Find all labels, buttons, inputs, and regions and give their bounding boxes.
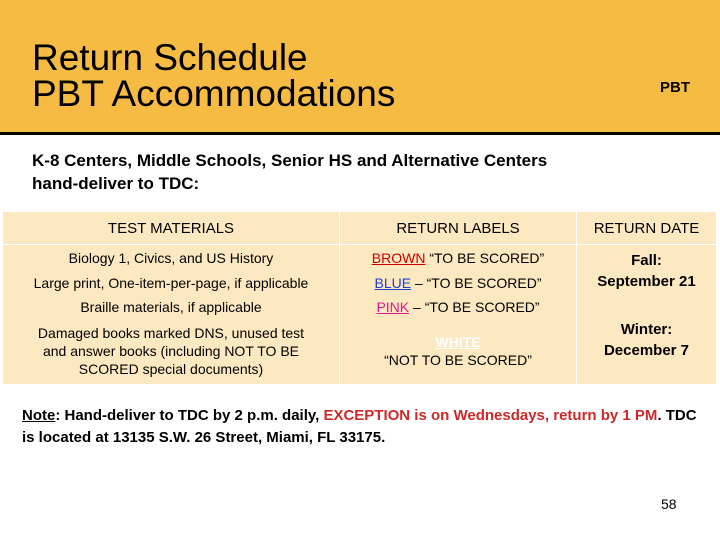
label-color: BLUE xyxy=(374,275,412,292)
fall-date: September 21 xyxy=(597,272,696,290)
title-line-1: Return Schedule xyxy=(32,37,308,78)
header-test-materials: TEST MATERIALS xyxy=(3,212,340,245)
fall-label: Fall: xyxy=(631,251,662,269)
winter-date: December 7 xyxy=(603,342,690,360)
material-cell: Large print, One-item-per-page, if applicable xyxy=(3,271,340,297)
label-cell xyxy=(340,271,577,297)
table-header-row xyxy=(3,212,716,245)
note-address: . TDC is located at 13135 S.W. 26 Street, Miami, FL 33175. xyxy=(22,407,697,446)
table-row xyxy=(3,296,716,318)
label-color: BROWN xyxy=(371,249,426,266)
material-line: and answer books (including NOT TO BE xyxy=(42,343,300,360)
label-cell xyxy=(340,245,577,271)
label-color: WHITE xyxy=(435,334,481,351)
label-color: PINK xyxy=(376,299,410,316)
header-band xyxy=(0,0,720,135)
label-text: “TO BE SCORED” xyxy=(425,249,545,266)
pbt-badge: PBT xyxy=(660,79,690,96)
delivery-note xyxy=(22,405,702,449)
header-return-date: RETURN DATE xyxy=(577,212,717,245)
note-text: : Hand-deliver to TDC by 2 p.m. daily, xyxy=(55,407,324,424)
instructions-line-1: K-8 Centers, Middle Schools, Senior HS and Alternative Centers xyxy=(32,151,548,170)
label-cell xyxy=(340,318,577,384)
note-label: Note xyxy=(22,407,56,424)
note-exception: EXCEPTION is on Wednesdays, return by 1 PM xyxy=(323,407,658,424)
title-line-2: PBT Accommodations xyxy=(32,73,396,114)
page-title xyxy=(32,37,396,114)
label-cell xyxy=(340,296,577,318)
label-text: – “TO BE SCORED” xyxy=(409,299,540,316)
label-text: – “TO BE SCORED” xyxy=(411,275,542,292)
return-schedule-table xyxy=(3,212,716,384)
winter-date-cell xyxy=(577,296,717,384)
instructions-line-2: hand-deliver to TDC: xyxy=(32,174,200,193)
material-cell: Biology 1, Civics, and US History xyxy=(3,245,340,271)
winter-label: Winter: xyxy=(620,321,673,339)
material-cell: Braille materials, if applicable xyxy=(3,296,340,318)
label-text: “NOT TO BE SCORED” xyxy=(384,352,532,369)
fall-date-cell xyxy=(577,245,717,297)
material-cell xyxy=(3,318,340,384)
instructions-heading xyxy=(32,149,692,195)
page-number: 58 xyxy=(661,496,677,512)
material-line: Damaged books marked DNS, unused test xyxy=(37,325,305,342)
table-row xyxy=(3,245,716,271)
header-return-labels: RETURN LABELS xyxy=(340,212,577,245)
material-line: SCORED special documents) xyxy=(78,361,264,378)
